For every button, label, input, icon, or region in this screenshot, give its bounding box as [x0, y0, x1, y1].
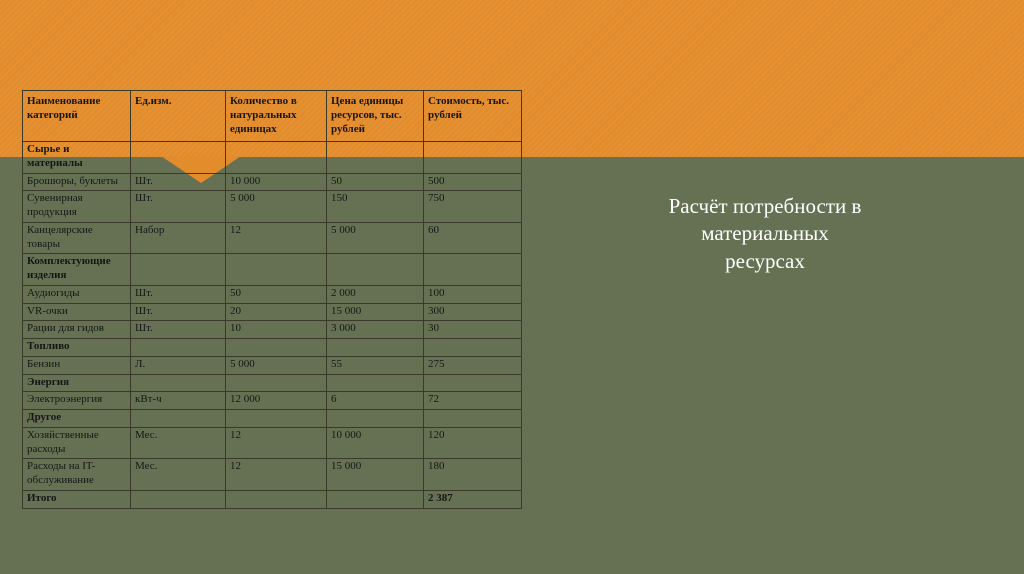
header-cell: Ед.изм.: [131, 91, 226, 142]
table-cell: 10 000: [327, 427, 424, 459]
table-cell: 750: [424, 191, 522, 223]
table-cell: 60: [424, 222, 522, 254]
table-cell: Л.: [131, 356, 226, 374]
table-cell: 10: [226, 321, 327, 339]
slide-title: Расчёт потребности в материальных ресурсах: [668, 194, 862, 273]
table-cell: Канцелярские товары: [23, 222, 131, 254]
table-cell: 180: [424, 459, 522, 491]
table-cell: Комплектующие изделия: [23, 254, 131, 286]
table-cell: Шт.: [131, 173, 226, 191]
table-cell: Шт.: [131, 303, 226, 321]
table-cell: Аудиогиды: [23, 285, 131, 303]
table-cell: Другое: [23, 410, 131, 428]
table-cell: 12: [226, 459, 327, 491]
header-cell: Цена единицы ресурсов, тыс. рублей: [327, 91, 424, 142]
table-cell: [424, 142, 522, 174]
category-row: [23, 339, 522, 357]
table-cell: 5 000: [226, 356, 327, 374]
category-row: [23, 142, 522, 174]
header-cell: Наименование категорий: [23, 91, 131, 142]
table-row: [23, 303, 522, 321]
table-cell: 30: [424, 321, 522, 339]
table-cell: 55: [327, 356, 424, 374]
table-cell: Расходы на IT-обслуживание: [23, 459, 131, 491]
table-cell: [131, 339, 226, 357]
category-row: [23, 254, 522, 286]
table-cell: 300: [424, 303, 522, 321]
table-cell: Рации для гидов: [23, 321, 131, 339]
table-cell: [327, 490, 424, 508]
table-cell: 15 000: [327, 459, 424, 491]
table-cell: 12 000: [226, 392, 327, 410]
table-cell: Набор: [131, 222, 226, 254]
table-cell: [131, 410, 226, 428]
table-cell: VR-очки: [23, 303, 131, 321]
header-cell: Количество в натуральных единицах: [226, 91, 327, 142]
category-row: [23, 374, 522, 392]
table-row: [23, 459, 522, 491]
table-cell: 2 000: [327, 285, 424, 303]
table-cell: Хозяйственные расходы: [23, 427, 131, 459]
table-cell: 15 000: [327, 303, 424, 321]
table-cell: [327, 142, 424, 174]
table-cell: 10 000: [226, 173, 327, 191]
table-cell: [424, 254, 522, 286]
category-row: [23, 410, 522, 428]
resource-table: [22, 90, 522, 509]
table-cell: Мес.: [131, 459, 226, 491]
table-cell: 5 000: [327, 222, 424, 254]
table-cell: [327, 254, 424, 286]
table-cell: 6: [327, 392, 424, 410]
table-cell: Сувенирная продукция: [23, 191, 131, 223]
table-cell: [327, 374, 424, 392]
table-row: [23, 392, 522, 410]
table-cell: [131, 374, 226, 392]
table-cell: [424, 339, 522, 357]
table-cell: Итого: [23, 490, 131, 508]
table-cell: [131, 142, 226, 174]
total-row: [23, 490, 522, 508]
table-cell: 500: [424, 173, 522, 191]
table-cell: Энергия: [23, 374, 131, 392]
table-row: [23, 191, 522, 223]
table-cell: Топливо: [23, 339, 131, 357]
table-cell: 3 000: [327, 321, 424, 339]
table-header: [23, 91, 522, 142]
table-cell: Электроэнергия: [23, 392, 131, 410]
table-cell: 12: [226, 427, 327, 459]
table-cell: 120: [424, 427, 522, 459]
table-cell: Брошюры, буклеты: [23, 173, 131, 191]
table-cell: [327, 339, 424, 357]
table-cell: [226, 374, 327, 392]
table-cell: [131, 254, 226, 286]
table-cell: Бензин: [23, 356, 131, 374]
table-cell: 20: [226, 303, 327, 321]
table-cell: [226, 339, 327, 357]
table-row: [23, 173, 522, 191]
table-cell: Мес.: [131, 427, 226, 459]
header-cell: Стоимость, тыс. рублей: [424, 91, 522, 142]
table-cell: Шт.: [131, 191, 226, 223]
table-cell: 50: [327, 173, 424, 191]
table-cell: [424, 410, 522, 428]
table-cell: [226, 410, 327, 428]
table-cell: Сырье и материалы: [23, 142, 131, 174]
table-cell: 100: [424, 285, 522, 303]
table-row: [23, 222, 522, 254]
table-cell: 2 387: [424, 490, 522, 508]
table-cell: [226, 142, 327, 174]
table-row: [23, 285, 522, 303]
table-cell: [327, 410, 424, 428]
table-cell: кВт-ч: [131, 392, 226, 410]
table-cell: 50: [226, 285, 327, 303]
table-cell: 72: [424, 392, 522, 410]
table-cell: [424, 374, 522, 392]
table-cell: [131, 490, 226, 508]
table-cell: 5 000: [226, 191, 327, 223]
table-row: [23, 427, 522, 459]
header-row: [23, 91, 522, 142]
table-row: [23, 356, 522, 374]
table-cell: 150: [327, 191, 424, 223]
table-row: [23, 321, 522, 339]
table-cell: [226, 254, 327, 286]
table-body: [23, 142, 522, 509]
table-cell: 275: [424, 356, 522, 374]
table-cell: Шт.: [131, 285, 226, 303]
table-cell: 12: [226, 222, 327, 254]
table-cell: Шт.: [131, 321, 226, 339]
table-cell: [226, 490, 327, 508]
